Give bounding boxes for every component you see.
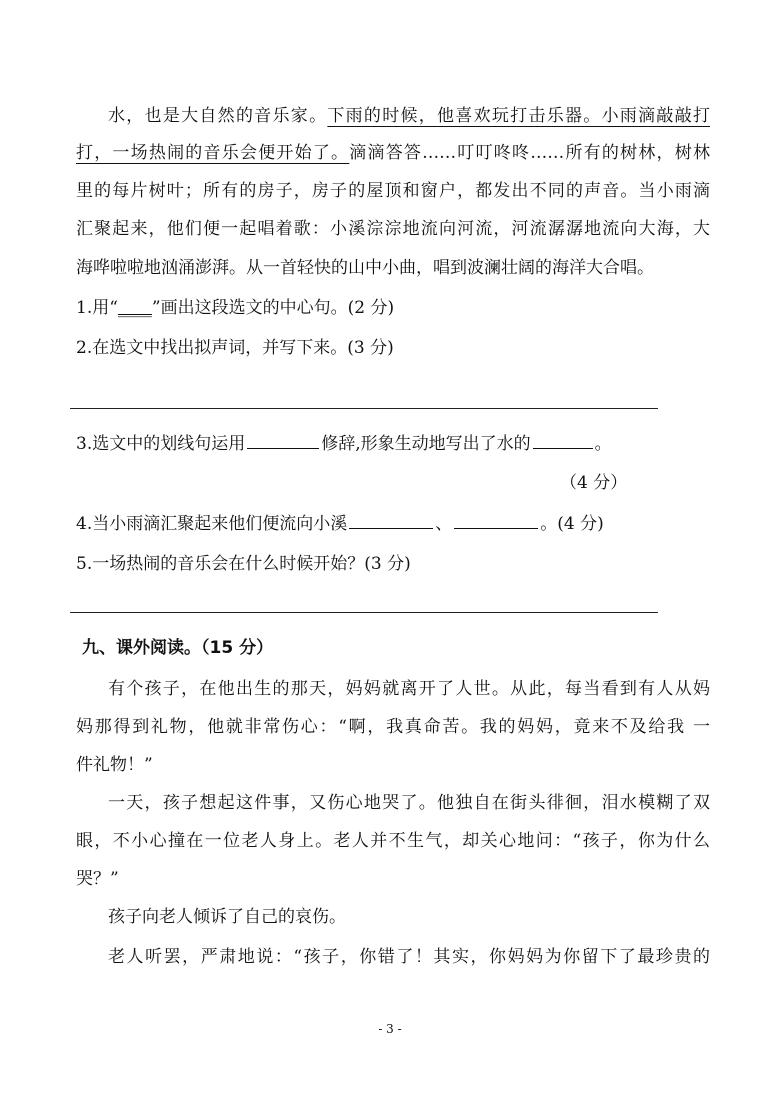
q1-text: 1.用“ (76, 298, 118, 318)
passage-text: 水，也是大自然的音乐家。 (108, 106, 328, 126)
underlined-sentence: 下雨的时候，他喜欢玩打击乐器。小雨滴敲敲打 (327, 106, 710, 126)
question-5: 5.一场热闹的音乐会在什么时候开始？(3 分) (76, 554, 411, 574)
underlined-sentence: 打，一场热闹的音乐会便开始了。 (76, 143, 350, 163)
q4-text-end: 。(4 分) (540, 514, 604, 534)
passage-line-5: 海哗啦啦地汹涌澎湃。从一首轻快的山中小曲，唱到波澜壮阔的海洋大合唱。 (76, 258, 654, 278)
q4-blank-1[interactable] (349, 512, 433, 529)
story-p4: 老人听罢，严肃地说：“孩子，你错了！其实，你妈妈为你留下了最珍贵的 (108, 947, 710, 967)
passage-line-1 (108, 104, 710, 128)
story-p1-line-1: 有个孩子，在他出生的那天，妈妈就离开了人世。从此，每当看到有人从妈 (108, 679, 710, 699)
q3-blank-trait[interactable] (533, 432, 593, 449)
story-p2-line-2: 眼，不小心撞在一位老人身上。老人并不生气，却关心地问：“孩子，你为什么 (76, 831, 710, 851)
section-9-title: 九、课外阅读。（15 分） (82, 638, 274, 658)
q4-sep: 、 (435, 514, 453, 534)
q3-text: 3.选文中的划线句运用 (76, 434, 246, 454)
q3-text-mid: 修辞,形象生动地写出了水的 (321, 434, 531, 454)
question-3 (76, 432, 612, 456)
story-p1-line-3: 件礼物！” (76, 755, 153, 775)
passage-line-2 (76, 141, 710, 165)
passage-text: 滴滴答答……叮叮咚咚……所有的树林，树林 (349, 143, 710, 163)
page-number: - 3 - (378, 1022, 402, 1036)
story-p3: 孩子向老人倾诉了自己的哀伤。 (108, 907, 346, 927)
q1-text-end: ”画出这段选文的中心句。(2 分) (151, 298, 395, 318)
story-p2-line-1: 一天，孩子想起这件事，又伤心地哭了。他独自在街头徘徊，泪水模糊了双 (108, 793, 710, 813)
q3-score: （4 分） (560, 473, 628, 493)
story-p1-line-2: 妈那得到礼物，他就非常伤心：“啊，我真命苦。我的妈妈，竟来不及给我 一 (76, 717, 710, 737)
question-2: 2.在选文中找出拟声词，并写下来。(3 分) (76, 338, 394, 358)
story-p2-line-3: 哭？” (76, 869, 119, 889)
answer-line-q2[interactable] (70, 408, 658, 409)
answer-line-q5[interactable] (70, 612, 658, 613)
q1-underline-sample: ____ (117, 298, 152, 318)
passage-line-3: 里的每片树叶；所有的房子，房子的屋顶和窗户，都发出不同的声音。当小雨滴 (76, 181, 710, 201)
question-1 (76, 296, 394, 320)
q3-text-end: 。 (594, 434, 612, 454)
q4-text: 4.当小雨滴汇聚起来他们便流向小溪 (76, 514, 348, 534)
q3-blank-rhetoric[interactable] (247, 432, 319, 449)
passage-line-4: 汇聚起来，他们便一起唱着歌：小溪淙淙地流向河流，河流潺潺地流向大海，大 (76, 219, 710, 239)
question-4 (76, 512, 604, 536)
q4-blank-2[interactable] (454, 512, 538, 529)
